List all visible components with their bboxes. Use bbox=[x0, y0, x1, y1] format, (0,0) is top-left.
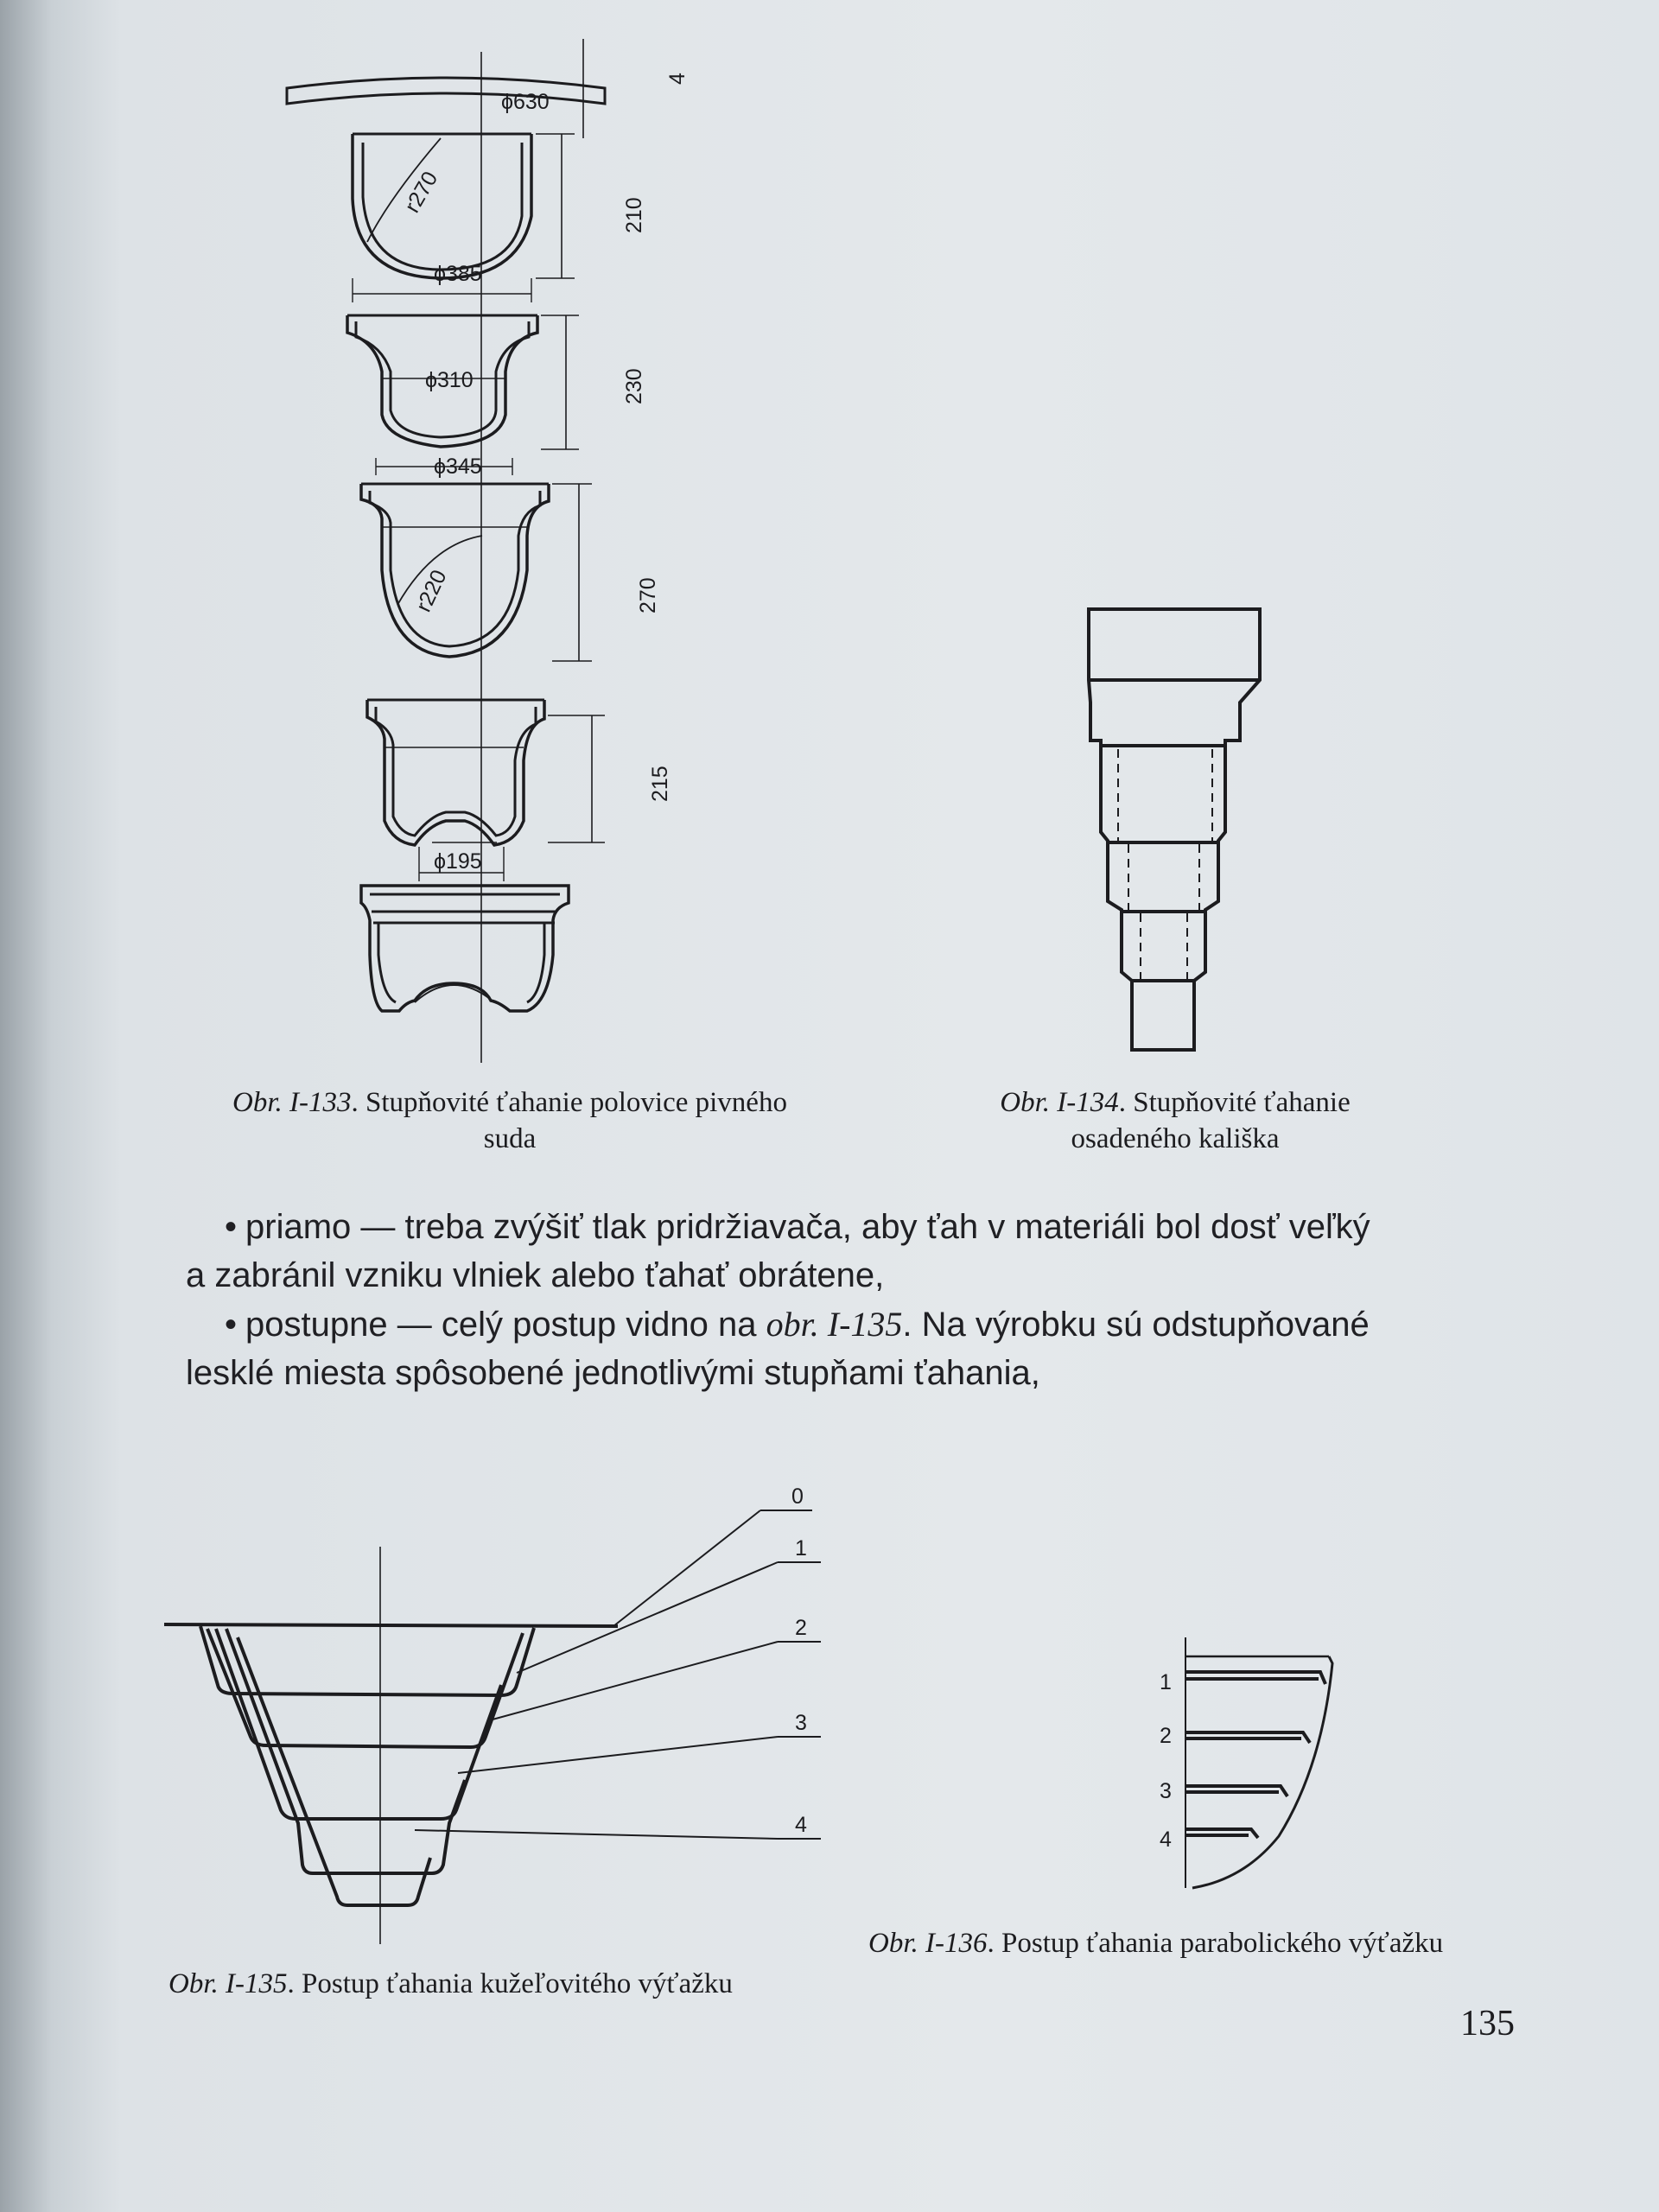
item-text-line1-post: . Na výrobku sú odstupňované bbox=[902, 1306, 1370, 1344]
caption-text-line2: osadeného kališka bbox=[1071, 1123, 1280, 1154]
dim-t4: 4 bbox=[665, 73, 690, 85]
item-text-line1-pre: postupne — celý postup vidno na bbox=[245, 1306, 766, 1344]
caption-ref: Obr. I-133 bbox=[232, 1087, 352, 1118]
item-text-line1: priamo — treba zvýšiť tlak pridržiavača, aby ťah v materiáli bol dosť veľký bbox=[245, 1208, 1370, 1246]
page-number: 135 bbox=[1460, 2004, 1515, 2044]
dim-d195: ϕ195 bbox=[434, 849, 482, 874]
blank-disc bbox=[287, 78, 605, 104]
caption-text: . Postup ťahania parabolického výťažku bbox=[987, 1928, 1444, 1959]
dim-d345: ϕ345 bbox=[434, 454, 482, 479]
figure-135-drawing bbox=[156, 1452, 847, 1953]
figure-136-drawing bbox=[1149, 1637, 1357, 1897]
item-text-figure-ref: obr. I-135 bbox=[766, 1305, 903, 1344]
dim-h215: 215 bbox=[648, 766, 672, 802]
dim-h230: 230 bbox=[622, 368, 646, 404]
caption-text: . Postup ťahania kužeľovitého výťažku bbox=[287, 1968, 733, 1999]
caption-figure-136 bbox=[868, 1925, 1560, 1961]
bullet-mark: • bbox=[225, 1208, 238, 1246]
figure-133-drawing bbox=[156, 17, 726, 1071]
caption-text: . Stupňovité ťahanie bbox=[1118, 1087, 1351, 1118]
item-text-line2: lesklé miesta spôsobené jednotlivými stupňami ťahania, bbox=[186, 1354, 1040, 1392]
label-stage-4: 4 bbox=[1160, 1827, 1172, 1852]
bullet-mark: • bbox=[225, 1306, 238, 1344]
bullet-item-priamo bbox=[186, 1203, 1508, 1300]
item-text-line2: a zabránil vzniku vlniek alebo ťahať obrátene, bbox=[186, 1256, 885, 1294]
label-stage-0: 0 bbox=[791, 1484, 804, 1509]
label-stage-1: 1 bbox=[1160, 1670, 1172, 1694]
dim-d385: ϕ385 bbox=[434, 262, 482, 286]
label-stage-4: 4 bbox=[795, 1813, 807, 1837]
dim-r220: r220 bbox=[411, 566, 452, 616]
label-stage-2: 2 bbox=[795, 1616, 807, 1640]
dim-r270: r270 bbox=[399, 167, 443, 217]
dim-h210: 210 bbox=[622, 197, 646, 233]
caption-text-line2: suda bbox=[483, 1123, 537, 1154]
label-stage-3: 3 bbox=[1160, 1779, 1172, 1803]
label-stage-3: 3 bbox=[795, 1711, 807, 1735]
caption-text: . Stupňovité ťahanie polovice pivného bbox=[351, 1087, 787, 1118]
dim-d630: ϕ630 bbox=[501, 90, 550, 114]
caption-ref: Obr. I-134 bbox=[1000, 1087, 1119, 1118]
caption-figure-133 bbox=[173, 1084, 847, 1157]
label-stage-1: 1 bbox=[795, 1536, 807, 1560]
caption-figure-134 bbox=[942, 1084, 1408, 1157]
dim-h270: 270 bbox=[636, 577, 660, 613]
caption-figure-135 bbox=[168, 1966, 860, 2002]
bullet-item-postupne bbox=[186, 1300, 1508, 1397]
figure-134-drawing bbox=[1071, 601, 1279, 1067]
caption-ref: Obr. I-136 bbox=[868, 1928, 988, 1959]
label-stage-2: 2 bbox=[1160, 1724, 1172, 1748]
dim-d310: ϕ310 bbox=[425, 368, 474, 392]
caption-ref: Obr. I-135 bbox=[168, 1968, 288, 1999]
